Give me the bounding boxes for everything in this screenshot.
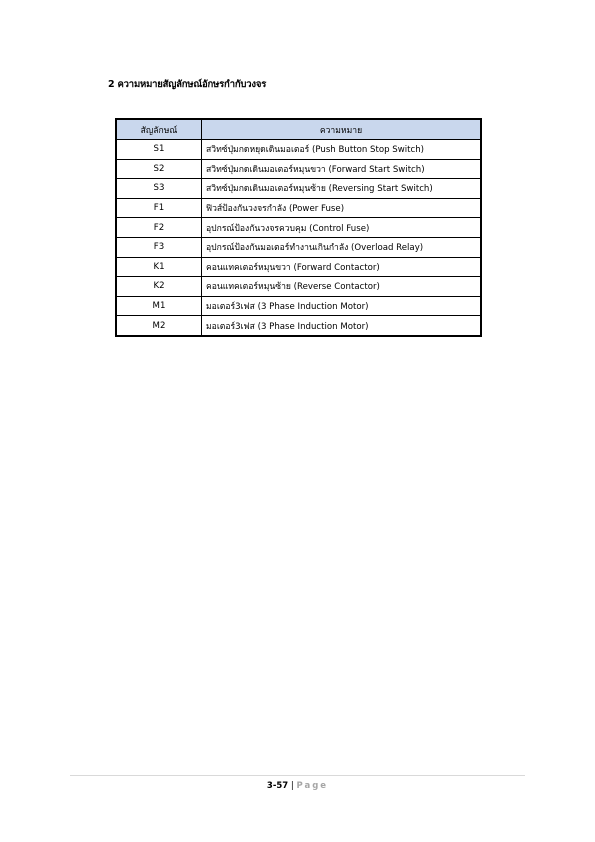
symbol-cell: M1 [116, 296, 202, 316]
table-row [116, 198, 481, 218]
meaning-cell: สวิทซ์ปุ่มกดเดินมอเตอร์หมุนซ้าย (Reversing Start Switch) [202, 179, 482, 199]
column-header-symbol: สัญลักษณ์ [116, 119, 202, 140]
page-label: Page [296, 781, 329, 791]
table-row [116, 316, 481, 336]
meaning-cell: สวิทซ์ปุ่มกดหยุดเดินมอเตอร์ (Push Button Stop Switch) [202, 140, 482, 160]
table-row [116, 296, 481, 316]
symbol-cell: F3 [116, 237, 202, 257]
table-row [116, 257, 481, 277]
symbol-cell: S2 [116, 159, 202, 179]
meaning-cell: อุปกรณ์ป้องกันวงจรควบคุม (Control Fuse) [202, 218, 482, 238]
meaning-cell: อุปกรณ์ป้องกันมอเตอร์ทำงานเกินกำลัง (Overload Relay) [202, 237, 482, 257]
table-row [116, 159, 481, 179]
table-row [116, 237, 481, 257]
meaning-cell: สวิทซ์ปุ่มกดเดินมอเตอร์หมุนขวา (Forward Start Switch) [202, 159, 482, 179]
meaning-cell: คอนแทคเตอร์หมุนซ้าย (Reverse Contactor) [202, 277, 482, 297]
meaning-cell: มอเตอร์3เฟส (3 Phase Induction Motor) [202, 296, 482, 316]
column-header-meaning: ความหมาย [202, 119, 482, 140]
symbol-cell: M2 [116, 316, 202, 336]
symbol-cell: S1 [116, 140, 202, 160]
page-footer [0, 781, 595, 791]
table-row [116, 179, 481, 199]
footer-divider [70, 775, 525, 776]
meaning-cell: ฟิวส์ป้องกันวงจรกำลัง (Power Fuse) [202, 198, 482, 218]
symbol-cell: S3 [116, 179, 202, 199]
table-header-row [116, 119, 481, 140]
meaning-cell: คอนแทคเตอร์หมุนขวา (Forward Contactor) [202, 257, 482, 277]
symbol-cell: F2 [116, 218, 202, 238]
table-row [116, 140, 481, 160]
page-number: 3-57 [266, 781, 289, 791]
meaning-cell: มอเตอร์3เฟส (3 Phase Induction Motor) [202, 316, 482, 336]
table-row [116, 277, 481, 297]
table-row [116, 218, 481, 238]
section-heading: 2 ความหมายสัญลักษณ์อักษรกำกับวงจร [108, 79, 267, 90]
symbol-cell: K2 [116, 277, 202, 297]
symbol-legend-table [115, 118, 482, 337]
footer-separator: | [290, 781, 294, 791]
symbol-cell: F1 [116, 198, 202, 218]
symbol-cell: K1 [116, 257, 202, 277]
